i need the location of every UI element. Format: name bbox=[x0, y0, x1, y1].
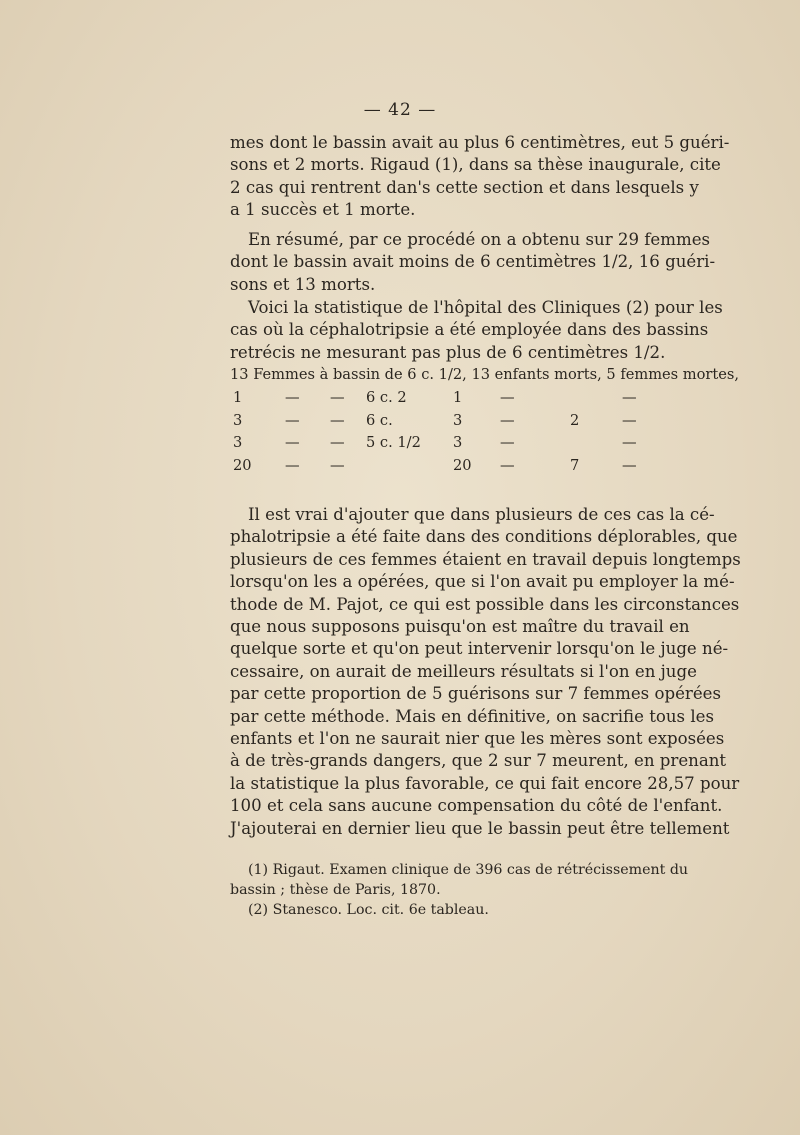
text-line: Il est vrai d'ajouter que dans plusieurs de ces cas la cé- bbox=[248, 505, 715, 524]
stats-cell: 7 bbox=[570, 457, 580, 475]
stats-cell: — bbox=[330, 434, 345, 452]
text-line: En résumé, par ce procédé on a obtenu sur 29 femmes bbox=[248, 230, 711, 249]
stats-cell: — bbox=[500, 388, 515, 406]
text-line: mes dont le bassin avait au plus 6 centimètres, eut 5 guéri- bbox=[230, 133, 730, 152]
text-line: phalotripsie a été faite dans des conditions déplorables, que bbox=[230, 527, 738, 547]
text-line: 100 et cela sans aucune compensation du côté de l'enfant. bbox=[230, 796, 723, 816]
stats-cell: 1 bbox=[233, 388, 243, 406]
text-line: Voici la statistique de l'hôpital des Cliniques (2) pour les bbox=[248, 298, 723, 317]
stats-row bbox=[230, 432, 686, 455]
text-line: lorsqu'on les a opérées, que si l'on avait pu employer la mé- bbox=[230, 572, 735, 592]
stats-cell: 6 c. bbox=[366, 411, 393, 429]
stats-row bbox=[230, 387, 686, 410]
text-line: dont le bassin avait moins de 6 centimètres 1/2, 16 guéri- bbox=[230, 252, 716, 272]
stats-row bbox=[230, 410, 686, 433]
stats-cell: 3 bbox=[233, 434, 243, 452]
paragraph-1 bbox=[230, 132, 730, 222]
text-line: sons et 2 morts. Rigaud (1), dans sa thèse inaugurale, cite bbox=[230, 155, 721, 175]
text-line: à de très-grands dangers, que 2 sur 7 meurent, en prenant bbox=[230, 751, 727, 771]
stats-cell: — bbox=[500, 411, 515, 429]
text-line: J'ajouterai en dernier lieu que le bassin peut être tellement bbox=[230, 818, 730, 838]
stats-cell: — bbox=[285, 457, 300, 475]
footnote-1: (1) Rigaut. Examen clinique de 396 cas de rétrécissement du bbox=[248, 862, 689, 878]
stats-cell: — bbox=[622, 457, 637, 475]
text-line: a 1 succès et 1 morte. bbox=[230, 200, 416, 220]
text-line: par cette proportion de 5 guérisons sur 7 femmes opérées bbox=[230, 684, 721, 704]
stats-cell: — bbox=[330, 388, 345, 406]
text-line: quelque sorte et qu'on peut intervenir lorsqu'on le juge né- bbox=[230, 639, 729, 659]
stats-cell: — bbox=[622, 411, 637, 429]
stats-cell: — bbox=[500, 457, 515, 475]
stats-cell: — bbox=[285, 411, 300, 429]
stats-cell: 3 bbox=[453, 411, 463, 429]
stats-cell: — bbox=[285, 388, 300, 406]
footnote-2: (2) Stanesco. Loc. cit. 6e tableau. bbox=[248, 902, 489, 918]
text-line: thode de M. Pajot, ce qui est possible dans les circonstances bbox=[230, 594, 740, 614]
stats-cell: — bbox=[622, 388, 637, 406]
text-line: cas où la céphalotripsie a été employée dans des bassins bbox=[230, 320, 709, 340]
stats-cell: 3 bbox=[233, 411, 243, 429]
stats-first-row-text: 13 Femmes à bassin de 6 c. 1/2, 13 enfants morts, 5 femmes mortes, bbox=[230, 366, 740, 383]
stats-row-header bbox=[230, 364, 740, 387]
text-line: plusieurs de ces femmes étaient en travail depuis longtemps bbox=[230, 549, 741, 569]
stats-cell: — bbox=[285, 434, 300, 452]
stats-cell: 2 bbox=[570, 411, 580, 429]
stats-cell: — bbox=[622, 434, 637, 452]
statistics-table bbox=[230, 364, 740, 478]
stats-cell: 20 bbox=[453, 457, 472, 475]
text-line: 2 cas qui rentrent dan's cette section et dans lesquels y bbox=[230, 177, 699, 197]
text-line: sons et 13 morts. bbox=[230, 274, 376, 294]
text-line: retrécis ne mesurant pas plus de 6 centimètres 1/2. bbox=[230, 342, 666, 362]
text-line: enfants et l'on ne saurait nier que les mères sont exposées bbox=[230, 729, 725, 749]
stats-cell: 5 c. 1/2 bbox=[366, 434, 421, 452]
footnotes bbox=[230, 860, 689, 920]
page-number: — 42 — bbox=[363, 100, 437, 120]
stats-cell: 20 bbox=[233, 457, 252, 475]
paragraph-3 bbox=[230, 297, 723, 364]
text-line: la statistique la plus favorable, ce qui fait encore 28,57 pour bbox=[230, 773, 740, 793]
text-line: par cette méthode. Mais en définitive, on sacrifie tous les bbox=[230, 706, 714, 726]
stats-cell: — bbox=[500, 434, 515, 452]
paragraph-2 bbox=[230, 229, 716, 296]
text-line: que nous supposons puisqu'on est maître du travail en bbox=[230, 617, 690, 637]
text-line: cessaire, on aurait de meilleurs résultats si l'on en juge bbox=[230, 661, 697, 681]
stats-row-total bbox=[230, 455, 686, 478]
footnote-1-continued: bassin ; thèse de Paris, 1870. bbox=[230, 882, 441, 898]
stats-cell: 3 bbox=[453, 434, 463, 452]
stats-cell: — bbox=[330, 457, 345, 475]
stats-cell: 1 bbox=[453, 388, 463, 406]
stats-cell: — bbox=[330, 411, 345, 429]
stats-cell: 6 c. 2 bbox=[366, 388, 407, 406]
paragraph-4 bbox=[230, 504, 741, 840]
